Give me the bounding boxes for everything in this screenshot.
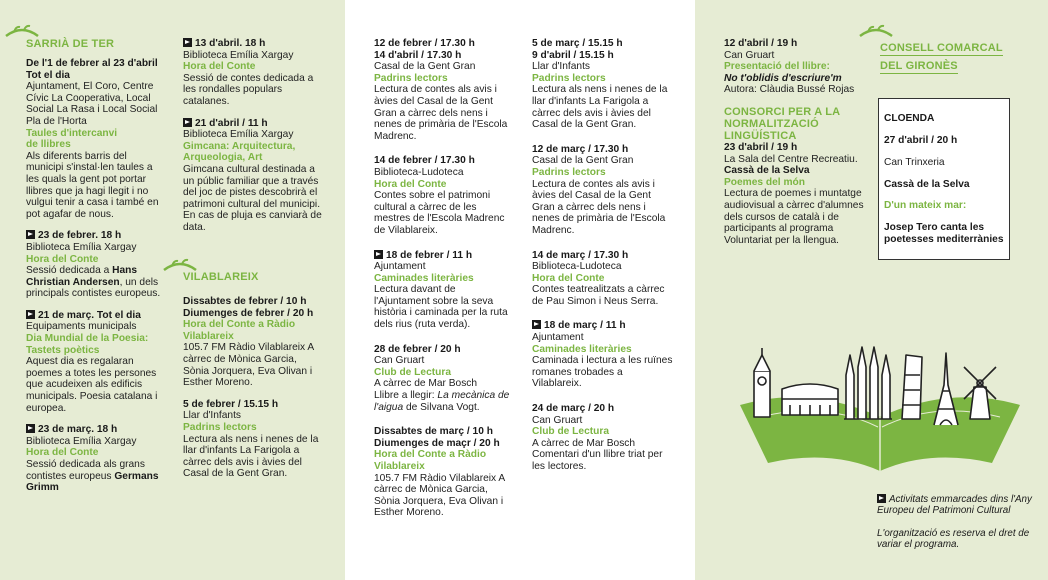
section-title-consorci bbox=[724, 106, 866, 142]
play-marker-icon bbox=[26, 310, 35, 319]
event-title: Arqueologia, Art bbox=[183, 152, 263, 164]
event-date: 9 d'abril / 15.15 h bbox=[532, 49, 614, 61]
event-item bbox=[374, 344, 514, 414]
event-title: Hora del Conte a Ràdio bbox=[183, 319, 296, 331]
event-highlight: Germans Grimm bbox=[26, 470, 159, 494]
event-title: Hora del Conte bbox=[532, 272, 605, 284]
column-mid-2 bbox=[532, 38, 674, 483]
event-description: A càrrec de Mar Bosch bbox=[374, 378, 478, 390]
event-item bbox=[724, 142, 866, 246]
event-place: Biblioteca-Ludoteca bbox=[374, 166, 464, 178]
event-title: Hora del Conte bbox=[26, 253, 99, 265]
event-description: A càrrec de Mar Bosch Comentari d'un llibre triat per les lectores. bbox=[532, 437, 663, 472]
footer-notes bbox=[877, 484, 1037, 560]
event-description: , un dels principals contistes europeus. bbox=[26, 276, 161, 300]
event-item bbox=[183, 399, 323, 480]
book-title: La mecànica de l'aigua bbox=[374, 390, 510, 413]
event-place: Casal de la Gent Gran bbox=[374, 61, 476, 73]
event-title: Hora del Conte bbox=[183, 61, 256, 73]
event-title: Hora del Conte a Ràdio bbox=[374, 449, 487, 461]
event-title: Vilablareix bbox=[374, 461, 425, 472]
event-date: 14 de febrer / 17.30 h bbox=[374, 155, 475, 167]
column-sarria bbox=[26, 38, 166, 504]
event-place: Cassà de la Selva bbox=[884, 178, 970, 190]
event-title: Club de Lectura bbox=[374, 366, 451, 378]
box-title: CLOENDA bbox=[884, 113, 935, 125]
column-right bbox=[724, 38, 866, 246]
footer-disclaimer: L'organització es reserva el dret de variar el programa. bbox=[877, 527, 1030, 550]
event-place: Biblioteca Emília Xargay bbox=[183, 49, 294, 61]
leaning-tower-icon bbox=[902, 355, 922, 419]
event-place: Llar d'Infants bbox=[532, 61, 591, 73]
event-date: Dissabtes de febrer / 10 h bbox=[183, 296, 307, 307]
event-description: Aquest dia es regalaran poemes a totes les persones que acudeixen als edificis municipals. Poesia catalana i europea. bbox=[26, 356, 158, 414]
event-place: Can Gruart bbox=[724, 49, 775, 61]
event-description: Als diferents barris del municipi s'instal·len taules a les quals la gent pot portar llibres que ja hagi llegit i no vulgui tenir a casa i també en pot agafar de nous. bbox=[26, 150, 159, 220]
event-place: Biblioteca-Ludoteca bbox=[532, 261, 622, 273]
event-title: Dia Mundial de la Poesia: bbox=[26, 333, 149, 345]
event-description: Contes sobre el patrimoni cultural a càrrec de les mestres de l'Escola Madrenc de Vilablareix. bbox=[374, 190, 505, 236]
event-item bbox=[374, 426, 514, 519]
event-place: Can Gruart bbox=[374, 355, 425, 367]
section-title-sarria: SARRIÀ DE TER bbox=[26, 38, 115, 50]
event-item bbox=[532, 320, 674, 390]
column-mid-1 bbox=[374, 38, 514, 529]
column-vilablareix bbox=[183, 271, 323, 490]
event-date: 18 de febrer / 11 h bbox=[386, 249, 473, 261]
event-description: Lectura de contes als avis i àvies del Casal de la Gent Gran a càrrec dels nens i nenes de primària de l'Escola Madrenc. bbox=[532, 178, 666, 236]
event-description: Gimcana cultural destinada a un públic familiar que a través del joc de pistes descobrirà el patrimoni cultural del municipi. En cas de pluja es canviarà de data. bbox=[183, 163, 322, 233]
section-title-line: LINGÜÍSTICA bbox=[724, 129, 797, 142]
event-description: 105.7 FM Ràdio Vilablareix A càrrec de Mònica Garcia, Sònia Jorquera, Eva Olivan i Esther Moreno. bbox=[374, 472, 505, 519]
eiffel-tower-icon bbox=[934, 353, 958, 425]
sagrada-familia-icon bbox=[844, 347, 892, 419]
event-title: D'un mateix mar: bbox=[884, 200, 967, 212]
event-title: Gimcana: Arquitectura, bbox=[183, 140, 296, 152]
event-description: de Silvana Vogt. bbox=[403, 401, 480, 413]
leaf-ornament-icon bbox=[4, 24, 40, 38]
play-marker-icon bbox=[183, 118, 192, 127]
section-title-line: CONSELL COMARCAL bbox=[880, 42, 1003, 54]
event-item bbox=[374, 250, 514, 331]
event-item bbox=[374, 38, 514, 142]
event-highlight: Hans Christian Andersen bbox=[26, 265, 138, 288]
event-title: Poemes del món bbox=[724, 176, 805, 188]
event-title: Padrins lectors bbox=[532, 72, 606, 84]
section-title-line: DEL GIRONÈS bbox=[880, 60, 958, 72]
play-marker-icon bbox=[183, 38, 192, 47]
event-title: Club de Lectura bbox=[532, 426, 609, 438]
event-place: Ajuntament, El Coro, Centre Cívic La Cooperativa, Local Social La Rasa i Local Social Pla de l'Horta bbox=[26, 81, 158, 127]
play-marker-icon bbox=[877, 494, 886, 503]
monuments-book-illustration bbox=[730, 345, 1030, 475]
event-description: Lectura de contes als avis i àvies del Casal de la Gent Gran a càrrec dels nens i nenes de primària de l'Escola Madrenc. bbox=[374, 84, 508, 142]
column-sarria-2 bbox=[183, 38, 323, 244]
section-title-vilablareix: VILABLAREIX bbox=[183, 271, 259, 283]
section-title-consell bbox=[880, 38, 1003, 74]
event-description: Caminada i lectura a les ruïnes romanes trobades a Vilablareix. bbox=[532, 355, 673, 390]
event-title: Caminades literàries bbox=[532, 343, 632, 355]
play-marker-icon bbox=[26, 424, 35, 433]
event-date: 23 de març. 18 h bbox=[38, 424, 118, 436]
event-date: 24 de març / 20 h bbox=[532, 403, 615, 415]
event-date: 12 de març / 17.30 h bbox=[532, 143, 629, 155]
event-description: Josep Tero canta les poetesses mediterrànies bbox=[884, 222, 1004, 245]
event-item bbox=[183, 38, 323, 108]
event-item bbox=[183, 118, 323, 234]
event-date: 28 de febrer / 20 h bbox=[374, 343, 461, 355]
section-title-line: NORMALITZACIÓ bbox=[724, 117, 819, 130]
event-item bbox=[532, 144, 674, 237]
event-place: Llar d'Infants bbox=[183, 410, 242, 422]
event-date: 23 de febrer. 18 h bbox=[38, 230, 122, 242]
event-description: Llibre a llegir: bbox=[374, 390, 438, 402]
closing-event-box bbox=[878, 98, 1010, 260]
event-description: 105.7 FM Ràdio Vilablareix A càrrec de Mònica Garcia, Sònia Jorquera, Eva Olivan i Esther Moreno. bbox=[183, 342, 314, 389]
event-title: Padrins lectors bbox=[532, 166, 606, 178]
event-date: 23 d'abril / 19 h bbox=[724, 141, 798, 153]
event-date: Dissabtes de març / 10 h bbox=[374, 426, 493, 438]
event-title: Taules d'intercanvi bbox=[26, 127, 118, 139]
event-date: 5 de febrer / 15.15 h bbox=[183, 398, 279, 410]
event-date: 18 de març / 11 h bbox=[544, 320, 626, 332]
event-place: Biblioteca Emília Xargay bbox=[26, 241, 137, 253]
event-title: Hora del Conte bbox=[374, 178, 447, 190]
leaf-ornament-icon bbox=[858, 24, 894, 38]
event-item bbox=[374, 155, 514, 236]
colosseum-icon bbox=[782, 384, 838, 415]
event-date: 5 de març / 15.15 h bbox=[532, 38, 623, 49]
leaf-ornament-icon bbox=[162, 258, 198, 272]
event-item bbox=[532, 250, 674, 308]
event-title: Vilablareix bbox=[183, 330, 234, 342]
event-title: Padrins lectors bbox=[374, 72, 448, 84]
event-place: Cassà de la Selva bbox=[724, 165, 810, 177]
event-title: Caminades literàries bbox=[374, 272, 474, 284]
event-date: 12 d'abril / 19 h bbox=[724, 38, 798, 49]
event-description: Lectura als nens i nenes de la llar d'infants La Farigola a càrrec dels avis i àvies del Casal de la Gent Gran. bbox=[532, 84, 668, 131]
event-title: Hora del Conte bbox=[26, 447, 99, 459]
event-place: Biblioteca Emília Xargay bbox=[183, 129, 294, 141]
event-place: Ajuntament bbox=[374, 261, 426, 273]
book-title: No t'oblidis d'escriure'm bbox=[724, 72, 842, 84]
play-marker-icon bbox=[532, 320, 541, 329]
play-marker-icon bbox=[26, 230, 35, 239]
event-title: de llibres bbox=[26, 139, 71, 151]
event-item bbox=[26, 230, 166, 300]
play-marker-icon bbox=[374, 250, 383, 259]
event-item bbox=[26, 58, 166, 220]
event-place: La Sala del Centre Recreatiu. bbox=[724, 153, 858, 165]
event-place: Equipaments municipals bbox=[26, 321, 137, 333]
event-item bbox=[183, 296, 323, 389]
event-place: Can Trinxeria bbox=[884, 156, 945, 168]
event-item bbox=[532, 403, 674, 473]
event-place: Casal de la Gent Gran bbox=[532, 155, 634, 167]
event-date: 13 d'abril. 18 h bbox=[195, 38, 266, 49]
event-description: Sessió de contes dedicada a les rondalles populars catalanes. bbox=[183, 72, 314, 107]
event-title: Tastets poètics bbox=[26, 344, 100, 356]
big-ben-icon bbox=[754, 348, 770, 417]
event-description: Sessió dedicada als grans contistes europeus bbox=[26, 459, 145, 482]
event-place: Biblioteca Emília Xargay bbox=[26, 435, 137, 447]
event-time: Tot el dia bbox=[26, 69, 70, 81]
event-description: Lectura als nens i nenes de la llar d'infants La Farigola a càrrec dels avis i àvies del Casal de la Gent Gran. bbox=[183, 433, 319, 480]
event-description: Contes teatrealitzats a càrrec de Pau Simon i Neus Serra. bbox=[532, 284, 665, 307]
event-item bbox=[26, 424, 166, 494]
event-description: Lectura davant de l'Ajuntament sobre la seva història i caminada per la ruta dels rius (ruta verda). bbox=[374, 284, 508, 331]
event-date: 14 de març / 17.30 h bbox=[532, 249, 629, 261]
event-author: Autora: Clàudia Bussé Rojas bbox=[724, 84, 855, 96]
section-title-line: CONSORCI PER A LA bbox=[724, 105, 841, 118]
event-title: Padrins lectors bbox=[183, 421, 257, 433]
event-date: 21 de març. Tot el dia bbox=[38, 309, 141, 321]
event-date: 14 d'abril / 17.30 h bbox=[374, 49, 462, 61]
event-place: Ajuntament bbox=[532, 332, 584, 344]
event-date: 27 d'abril / 20 h bbox=[884, 134, 958, 146]
event-place: Can Gruart bbox=[532, 414, 583, 426]
event-description: Lectura de poemes i muntatge audiovisual a càrrec d'alumnes dels cursos de català i de participants al programa Voluntariat per la llengua. bbox=[724, 188, 864, 246]
event-date: 21 d'abril / 11 h bbox=[195, 117, 268, 129]
event-item bbox=[26, 310, 166, 414]
footer-note: Activitats emmarcades dins l'Any Europeu del Patrimoni Cultural bbox=[877, 493, 1032, 516]
event-date: Diumenges de maçr / 20 h bbox=[374, 437, 500, 449]
event-item bbox=[532, 38, 674, 131]
event-date: Diumenges de febrer / 20 h bbox=[183, 307, 314, 319]
event-item bbox=[724, 38, 866, 96]
event-date: 12 de febrer / 17.30 h bbox=[374, 38, 475, 49]
event-date: De l'1 de febrer al 23 d'abril bbox=[26, 58, 158, 69]
event-title: Presentació del llibre: bbox=[724, 61, 830, 73]
event-description: Sessió dedicada a bbox=[26, 265, 113, 277]
